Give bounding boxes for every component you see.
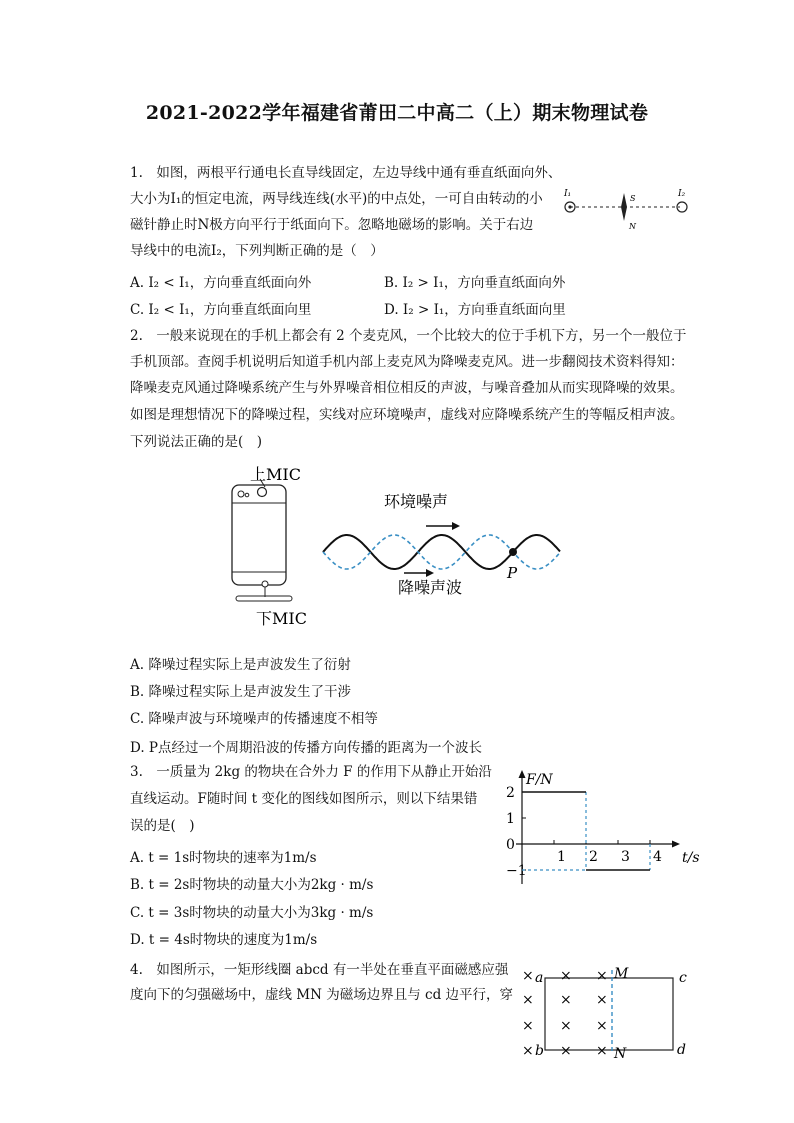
q3-option-b: B. t = 2s时物块的动量大小为2kg · m/s <box>130 877 374 893</box>
label-a: a <box>535 970 544 986</box>
field-cross-icon: × <box>596 1043 608 1059</box>
label-n: N <box>614 1046 627 1062</box>
q2-line: 2. 一般来说现在的手机上都会有 2 个麦克风，一个比较大的位于手机下方，另一个一般位于 <box>130 328 687 344</box>
label-i1: I₁ <box>564 189 572 199</box>
q1-line: 磁针静止时N极方向平行于纸面向下。忽略地磁场的影响。关于右边 <box>130 217 534 233</box>
y-axis-label: F/N <box>526 772 553 788</box>
q3-option-a: A. t = 1s时物块的速率为1m/s <box>130 850 317 866</box>
q2-line: 降噪麦克风通过降噪系统产生与外界噪音相位相反的声波，与噪音叠加从而实现降噪的效果。 <box>130 380 684 396</box>
q1-line: 导线中的电流I₂，下列判断正确的是（ ） <box>130 243 384 259</box>
label-noise: 环境噪声 <box>384 492 449 511</box>
field-cross-icon: × <box>596 968 608 984</box>
q3-line: 误的是( ) <box>130 818 195 834</box>
q1-option-a: A. I₂ < I₁，方向垂直纸面向外 <box>130 275 312 291</box>
y-tick-label: 2 <box>506 785 515 801</box>
label-p: P <box>507 564 518 582</box>
q2-option-b: B. 降噪过程实际上是声波发生了干涉 <box>130 684 352 700</box>
camera-icon <box>238 491 244 497</box>
q1-option-c: C. I₂ < I₁，方向垂直纸面向里 <box>130 302 312 318</box>
top-mic-icon <box>258 488 267 497</box>
y-tick-label: 1 <box>506 811 515 827</box>
x-axis-arrow-icon <box>672 841 680 848</box>
q4-line: 4. 如图所示，一矩形线圈 abcd 有一半处在垂直平面磁感应强 <box>130 962 509 978</box>
y-axis-arrow-icon <box>519 770 526 778</box>
label-m: M <box>614 966 629 982</box>
field-cross-icon: × <box>522 1018 534 1034</box>
q1-line: 1. 如图，两根平行通电长直导线固定，左边导线中通有垂直纸面向外、 <box>130 165 562 181</box>
wire-i1-dot <box>568 205 571 208</box>
q4-line: 度向下的匀强磁场中，虚线 MN 为磁场边界且与 cd 边平行，穿 <box>130 987 514 1003</box>
point-p-dot <box>509 548 517 556</box>
bottom-mic-bar <box>236 596 292 601</box>
label-s: S <box>630 194 636 203</box>
label-anti: 降噪声波 <box>398 578 463 597</box>
field-cross-icon: × <box>522 1043 534 1059</box>
q2-figure <box>220 460 570 635</box>
bottom-mic-icon <box>262 581 268 587</box>
anti-arrow-icon <box>426 569 434 577</box>
page-title: 2021-2022学年福建省莆田二中高二（上）期末物理试卷 <box>145 102 649 124</box>
q2-option-c: C. 降噪声波与环境噪声的传播速度不相等 <box>130 711 378 727</box>
label-i2: I₂ <box>678 189 686 199</box>
q3-line: 直线运动。F随时间 t 变化的图线如图所示，则以下结果错 <box>130 791 478 807</box>
field-cross-icon: × <box>560 968 572 984</box>
sensor-icon <box>245 493 249 497</box>
x-tick-label: 4 <box>653 849 662 865</box>
field-cross-icon: × <box>522 968 534 984</box>
field-cross-icon: × <box>522 992 534 1008</box>
q2-line: 如图是理想情况下的降噪过程，实线对应环境噪声，虚线对应降噪系统产生的等幅反相声波。 <box>130 407 684 423</box>
field-cross-icon: × <box>560 1018 572 1034</box>
q1-option-b: B. I₂ > I₁，方向垂直纸面向外 <box>384 275 566 291</box>
label-bottom-mic: 下MIC <box>256 609 307 628</box>
y-tick-label: −1 <box>506 863 527 879</box>
q2-line: 下列说法正确的是( ) <box>130 434 263 450</box>
label-n: N <box>629 222 636 231</box>
q1-option-d: D. I₂ > I₁，方向垂直纸面向里 <box>384 302 566 318</box>
q3-option-d: D. t = 4s时物块的速度为1m/s <box>130 932 318 948</box>
label-b: b <box>535 1043 544 1059</box>
q1-line: 大小为I₁的恒定电流，两导线连线(水平)的中点处，一可自由转动的小 <box>130 191 543 207</box>
x-tick-label: 3 <box>621 849 630 865</box>
compass-needle-icon <box>621 193 627 221</box>
q3-force-time-chart <box>492 764 702 884</box>
q2-option-d: D. P点经过一个周期沿波的传播方向传播的距离为一个波长 <box>130 740 483 756</box>
phone-body <box>232 485 286 585</box>
q2-option-a: A. 降噪过程实际上是声波发生了衍射 <box>130 657 351 673</box>
field-cross-icon: × <box>596 1018 608 1034</box>
x-axis-label: t/s <box>682 850 700 866</box>
noise-arrow-icon <box>452 522 460 530</box>
label-top-mic: 上MIC <box>250 465 301 484</box>
q3-line: 3. 一质量为 2kg 的物块在合外力 F 的作用下从静止开始沿 <box>130 764 492 780</box>
label-d: d <box>677 1042 686 1058</box>
q2-line: 手机顶部。查阅手机说明后知道手机内部上麦克风为降噪麦克风。进一步翻阅技术资料得知： <box>130 354 684 370</box>
q4-figure <box>518 962 698 1062</box>
q3-option-c: C. t = 3s时物块的动量大小为3kg · m/s <box>130 905 374 921</box>
coil-abcd <box>545 978 673 1050</box>
q1-figure <box>558 176 698 236</box>
field-cross-icon: × <box>596 992 608 1008</box>
label-c: c <box>679 970 687 986</box>
field-cross-icon: × <box>560 992 572 1008</box>
field-cross-icon: × <box>560 1043 572 1059</box>
x-tick-label: 2 <box>589 849 598 865</box>
x-tick-label: 1 <box>557 849 566 865</box>
y-tick-label: 0 <box>506 837 515 853</box>
